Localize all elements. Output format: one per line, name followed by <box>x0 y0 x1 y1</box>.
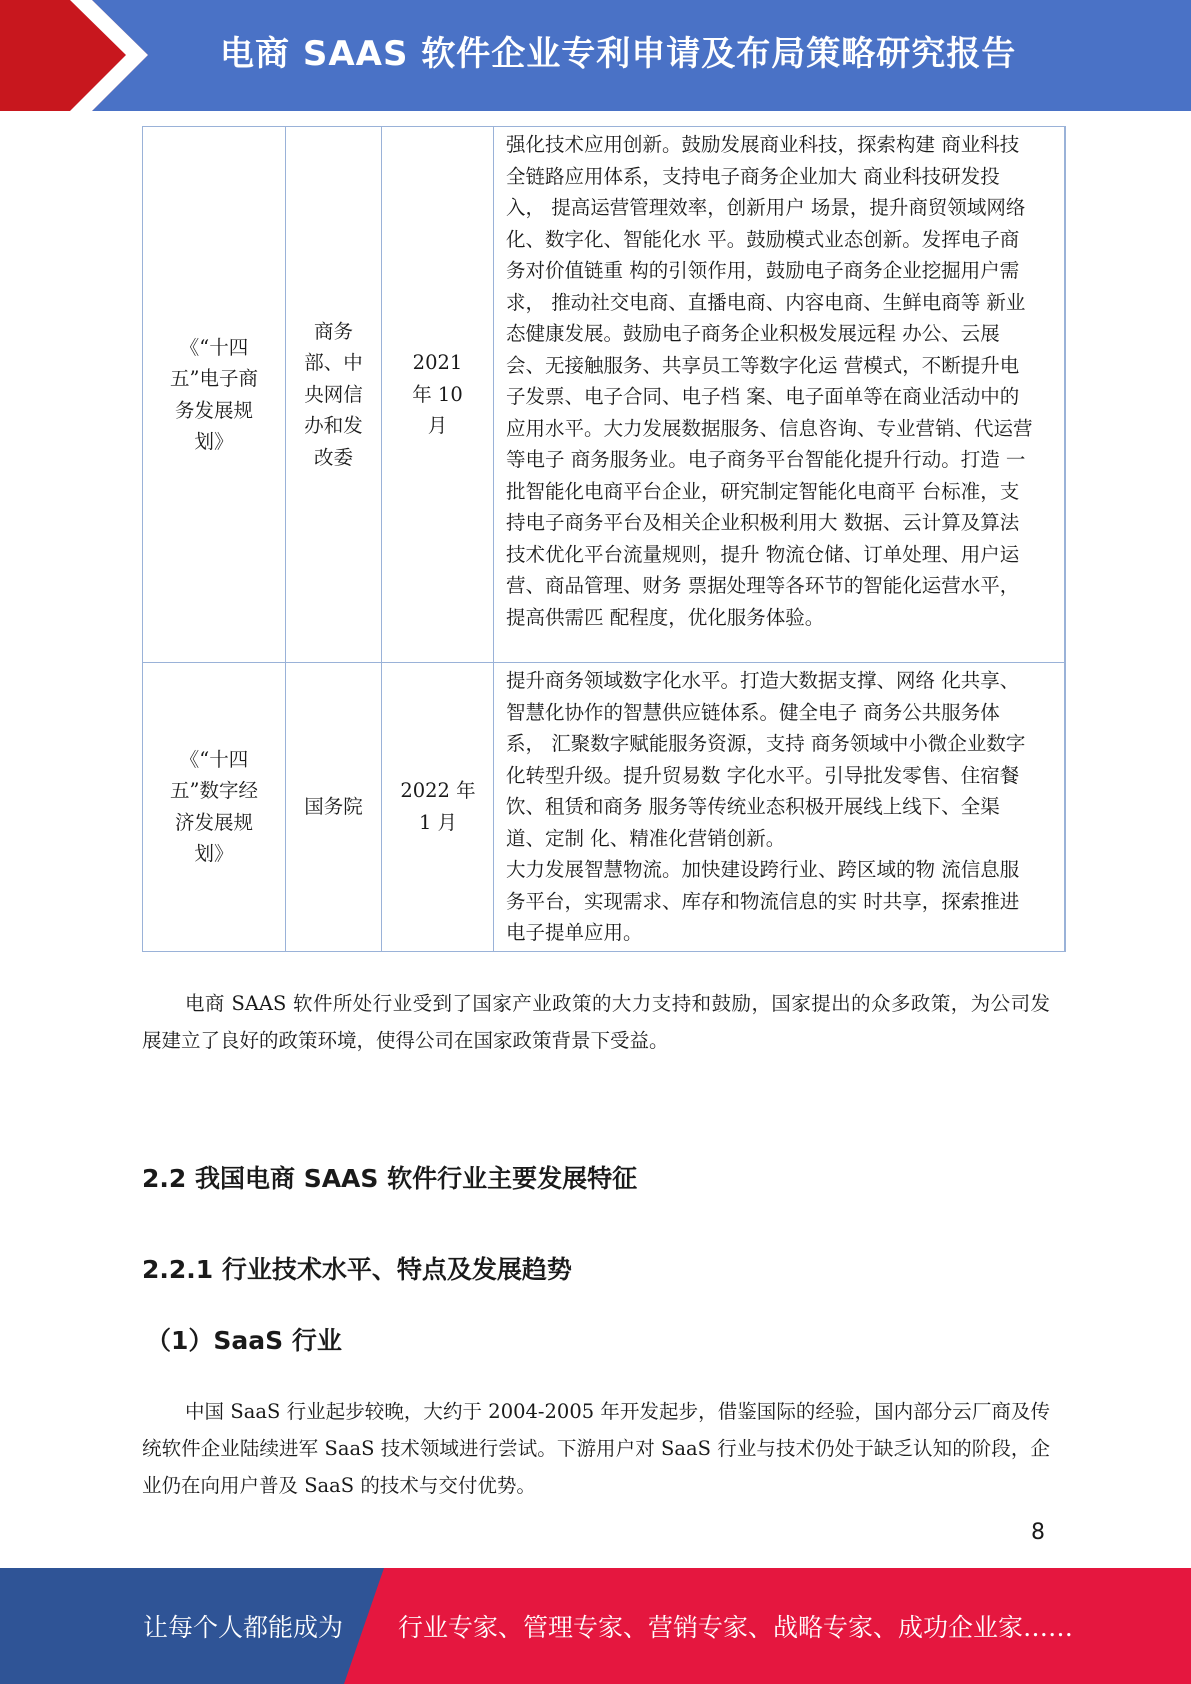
policy-date-cell <box>382 127 494 663</box>
policy-content-cell <box>494 127 1065 663</box>
policy-date-cell <box>382 663 494 952</box>
policy-content-cell <box>494 663 1065 952</box>
body-paragraph: 电商 SAAS 软件所处行业受到了国家产业政策的大力支持和鼓励，国家提出的众多政策，为公司发展建立了良好的政策环境，使得公司在国家政策背景下受益。 <box>142 992 1050 1052</box>
policy-issuer-cell <box>286 127 382 663</box>
policy-content: 提升商务领域数字化水平。打造大数据支撑、网络 化共享、智慧化协作的智慧供应链体系。健全电子 商务公共服务体系， 汇聚数字赋能服务资源，支持 商务领域中小微企业数字化转型升级。提升贸易数 字化水平。引导批发零售、住宿餐饮、租赁和商务 服务等传统业态积极开展线上线下、全渠道、定制 化、精准化营销创新。 <box>506 669 1026 850</box>
policy-issuer: 商务部、中央网信办和发改委 <box>304 319 363 469</box>
policy-name-cell <box>143 663 286 952</box>
header-banner <box>0 0 1191 111</box>
policy-date: 2022 年 1 月 <box>400 779 476 834</box>
policy-table <box>142 126 1066 952</box>
item-heading: （1）SaaS 行业 <box>146 1326 342 1355</box>
table-row <box>143 663 1065 952</box>
footer-slogan-left: 让每个人都能成为 <box>143 1613 344 1642</box>
policy-issuer-cell <box>286 663 382 952</box>
subsection-heading: 2.2.1 行业技术水平、特点及发展趋势 <box>142 1255 572 1284</box>
page-number: 8 <box>1031 1520 1045 1545</box>
footer-slogan-right: 行业专家、管理专家、营销专家、战略专家、成功企业家…… <box>398 1613 1074 1642</box>
policy-content: 强化技术应用创新。鼓励发展商业科技，探索构建 商业科技全链路应用体系，支持电子商务企业加大 商业科技研发投入， 提高运营管理效率，创新用户 场景，提升商贸领域网络化、数字化、智能化水 平。鼓励模式业态创新。发挥电子商务对价值链重 构的引领作用，鼓励电子商务企业挖掘用户需求， 推动社交电商、直播电商、内容电商、生鲜电商等 新业态健康发展。鼓励电子商务企业积极发展远程 办公、云展会、无接触服务、共享员工等数字化运 营模式，不断提升电子发票、电子合同、电子档 案、电子面单等在商业活动中的应用水平。大力发展数据服务、信息咨询、专业营销、代运营等电子 商务服务业。电子商务平台智能化提升行动。打造 一批智能化电商平台企业，研究制定智能化电商平 台标准，支持电子商务平台及相关企业积极利用大 数据、云计算及算法技术优化平台流量规则，提升 物流仓储、订单处理、用户运营、商品管理、财务 票据处理等各环节的智能化运营水平， 提高供需匹 配程度，优化服务体验。 <box>506 133 1033 629</box>
policy-date: 2021 年 10 月 <box>412 351 463 438</box>
policy-name: 《“十四五”电子商务发展规划》 <box>170 335 258 453</box>
policy-name-cell <box>143 127 286 663</box>
policy-name: 《“十四五”数字经济发展规划》 <box>170 747 258 866</box>
report-title: 电商 SAAS 软件企业专利申请及布局策略研究报告 <box>220 34 1017 74</box>
table-row <box>143 127 1065 663</box>
policy-content-continued: 大力发展智慧物流。加快建设跨行业、跨区域的物 流信息服务平台，实现需求、库存和物流信息的实 时共享，探索推进电子提单应用。 <box>506 858 1020 944</box>
policy-issuer: 国务院 <box>304 795 363 818</box>
section-heading: 2.2 我国电商 SAAS 软件行业主要发展特征 <box>142 1164 638 1193</box>
body-paragraph: 中国 SaaS 行业起步较晚，大约于 2004-2005 年开发起步，借鉴国际的经验，国内部分云厂商及传统软件企业陆续进军 SaaS 技术领域进行尝试。下游用户对 SaaS 行业与技术仍处于缺乏认知的阶段，企业仍在向用户普及 SaaS 的技术与交付优势。 <box>142 1400 1050 1497</box>
footer-banner <box>0 1568 1191 1684</box>
